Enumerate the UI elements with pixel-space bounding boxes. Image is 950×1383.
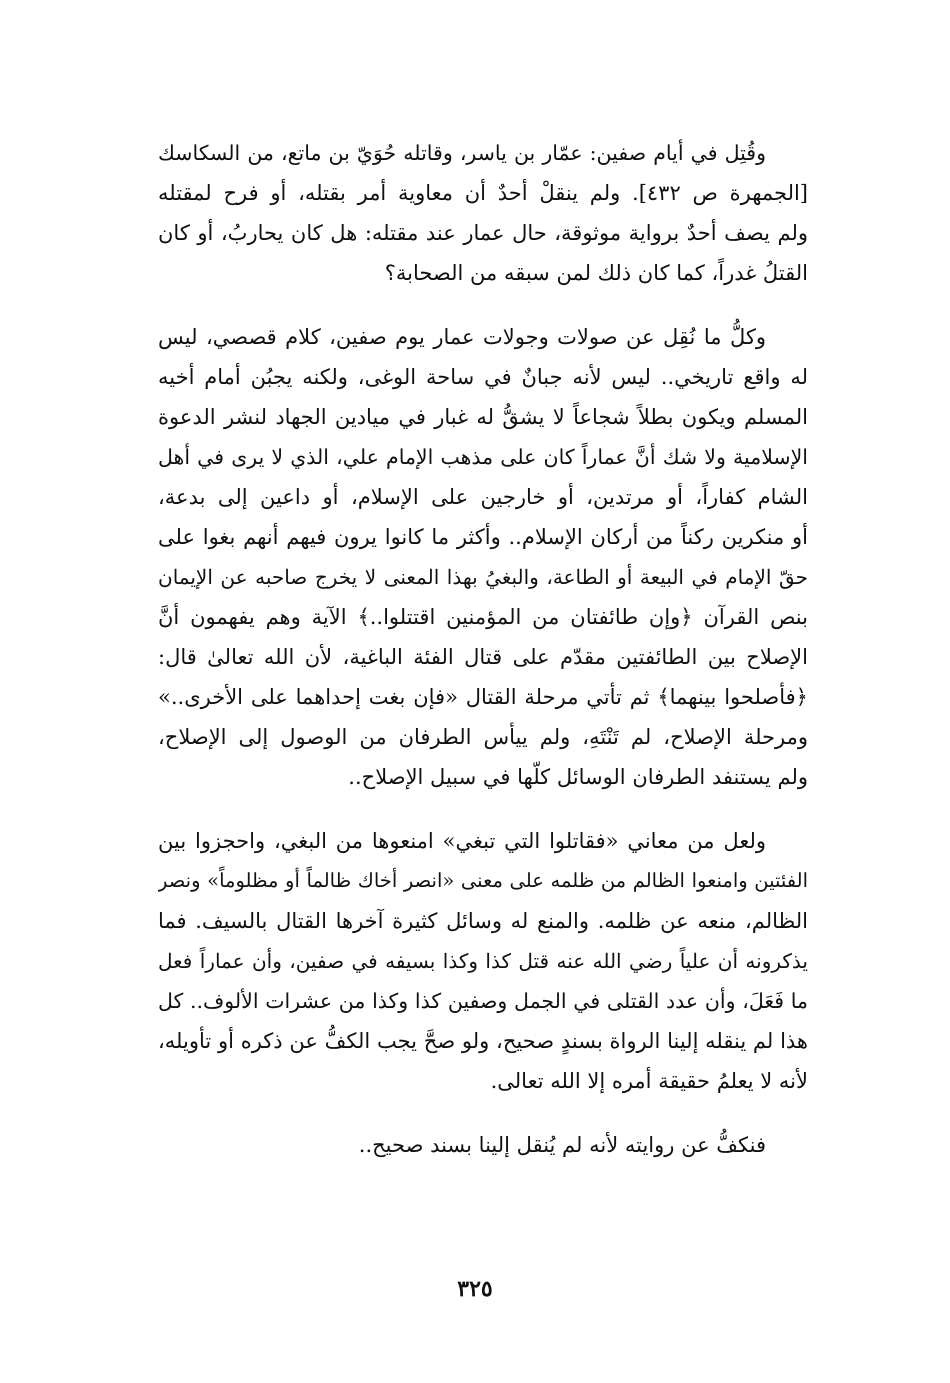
page-body [158, 133, 808, 1189]
text-line: ولم يصف أحدٌ برواية موثوقة، حال عمار عند مقتله: هل كان يحاربُ، أو كان [158, 221, 808, 245]
text-line: يذكرونه أن علياً رضي الله عنه قتل كذا وكذا بسيفه في صفين، وأن عماراً فعل [158, 949, 808, 973]
text-line: القتلُ غدراً، كما كان ذلك لمن سبقه من الصحابة؟ [384, 261, 808, 285]
text-line: وكلُّ ما نُقِل عن صولات وجولات عمار يوم صفين، كلام قصصي، ليس [158, 325, 766, 349]
paragraph-2 [158, 317, 808, 797]
text-line: ولعل من معاني «فقاتلوا التي تبغي» امنعوها من البغي، واحجزوا بين [158, 829, 766, 853]
text-line: الظالم، منعه عن ظلمه. والمنع له وسائل كثيرة آخرها القتال بالسيف. فما [158, 909, 808, 933]
paragraph-4 [158, 1125, 808, 1165]
text-line: حقّ الإمام في البيعة أو الطاعة، والبغيُ بهذا المعنى لا يخرج صاحبه عن الإيمان [158, 565, 808, 589]
text-line: بنص القرآن ﴿وإن طائفتان من المؤمنين اقتتلوا..﴾ الآية وهم يفهمون أنَّ [158, 605, 808, 629]
text-line: المسلم ويكون بطلاً شجاعاً لا يشقُّ له غبار في ميادين الجهاد لنشر الدعوة [158, 405, 808, 429]
text-line: الفئتين وامنعوا الظالم من ظلمه على معنى «انصر أخاك ظالماً أو مظلوماً» ونصر [158, 869, 808, 892]
paragraph-3 [158, 821, 808, 1101]
text-line: لأنه لا يعلمُ حقيقة أمره إلا الله تعالى. [490, 1069, 808, 1093]
text-line: ﴿فأصلحوا بينهما﴾ ثم تأتي مرحلة القتال «فإن بغت إحداهما على الأخرى..» [158, 685, 808, 709]
text-line: الإصلاح بين الطائفتين مقدّم على قتال الفئة الباغية، لأن الله تعالىٰ قال: [158, 645, 808, 669]
text-line: الشام كفاراً، أو مرتدين، أو خارجين على الإسلام، أو داعين إلى بدعة، [158, 485, 808, 509]
text-line: ما فَعَلَ، وأن عدد القتلى في الجمل وصفين كذا وكذا من عشرات الألوف.. كل [158, 989, 808, 1013]
text-line: فنكفُّ عن روايته لأنه لم يُنقل إلينا بسند صحيح.. [358, 1133, 766, 1157]
text-line: أو منكرين ركناً من أركان الإسلام.. وأكثر ما كانوا يرون فيهم أنهم بغوا على [158, 525, 808, 549]
text-line: [الجمهرة ص ٤٣٢]. ولم ينقلْ أحدٌ أن معاوية أمر بقتله، أو فرح لمقتله [158, 181, 808, 205]
text-line: وقُتِل في أيام صفين: عمّار بن ياسر، وقاتله حُوَيّ بن ماتع، من السكاسك [158, 141, 766, 165]
text-line: ومرحلة الإصلاح، لم تَنْتَهِ، ولم ييأس الطرفان من الوصول إلى الإصلاح، [158, 725, 808, 749]
text-line: ولم يستنفد الطرفان الوسائل كلّها في سبيل الإصلاح.. [348, 765, 808, 789]
paragraph-1 [158, 133, 808, 293]
page-number: ٣٢٥ [457, 1276, 493, 1302]
text-line: الإسلامية ولا شك أنَّ عماراً كان على مذهب الإمام علي، الذي لا يرى في أهل [158, 445, 808, 469]
text-line: له واقع تاريخي.. ليس لأنه جبانٌ في ساحة الوغى، ولكنه يجبُن أمام أخيه [158, 365, 808, 389]
text-line: هذا لم ينقله إلينا الرواة بسندٍ صحيح، ولو صحَّ يجب الكفُّ عن ذكره أو تأويله، [158, 1029, 808, 1053]
